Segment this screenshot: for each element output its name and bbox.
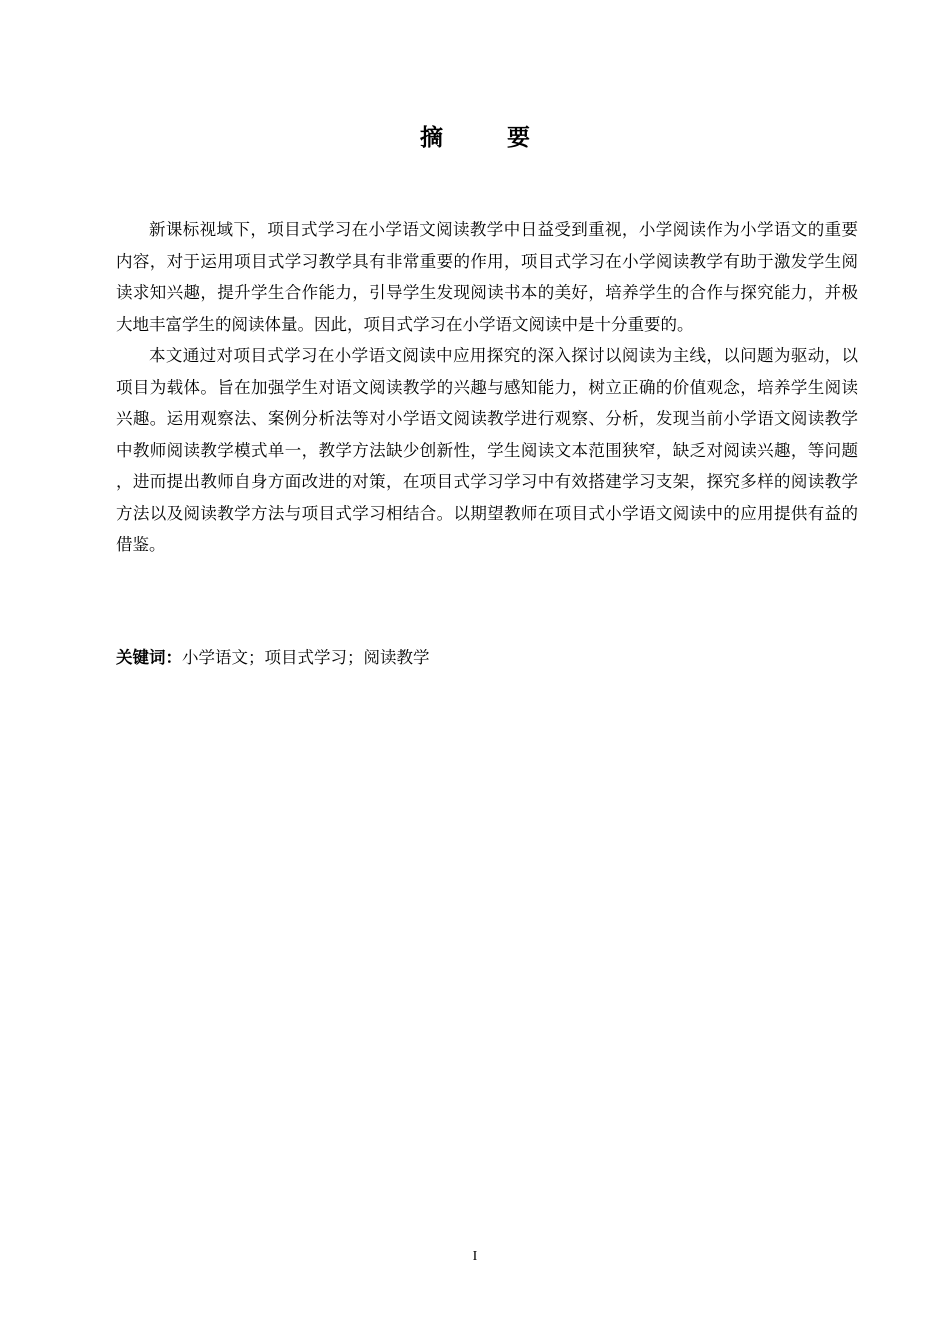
keywords-value: 小学语文；项目式学习；阅读教学 — [182, 648, 430, 667]
keywords-label: 关键词： — [116, 648, 182, 667]
page-title: 摘 要 — [419, 125, 558, 151]
abstract-paragraph-1: 新课标视域下，项目式学习在小学语文阅读教学中日益受到重视，小学阅读作为小学语文的重要内容，对于运用项目式学习教学具有非常重要的作用，项目式学习在小学阅读教学有助于激发学生阅读求知兴趣，提升学生合作能力，引导学生发现阅读书本的美好，培养学生的合作与探究能力，并极大地丰富学生的阅读体量。因此，项目式学习在小学语文阅读中是十分重要的。 — [116, 220, 858, 334]
keywords-line — [116, 642, 858, 674]
abstract-body — [116, 214, 858, 561]
page-number: I — [472, 1249, 478, 1264]
abstract-paragraph-2: 本文通过对项目式学习在小学语文阅读中应用探究的深入探讨以阅读为主线，以问题为驱动，以项目为载体。旨在加强学生对语文阅读教学的兴趣与感知能力，树立正确的价值观念，培养学生阅读兴趣。运用观察法、案例分析法等对小学语文阅读教学进行观察、分析，发现当前小学语文阅读教学中教师阅读教学模式单一，教学方法缺少创新性，学生阅读文本范围狭窄，缺乏对阅读兴趣，等问题，进而提出教师自身方面改进的对策，在项目式学习学习中有效搭建学习支架，探究多样的阅读教学方法以及阅读教学方法与项目式学习相结合。以期望教师在项目式小学语文阅读中的应用提供有益的借鉴。 — [116, 346, 858, 554]
